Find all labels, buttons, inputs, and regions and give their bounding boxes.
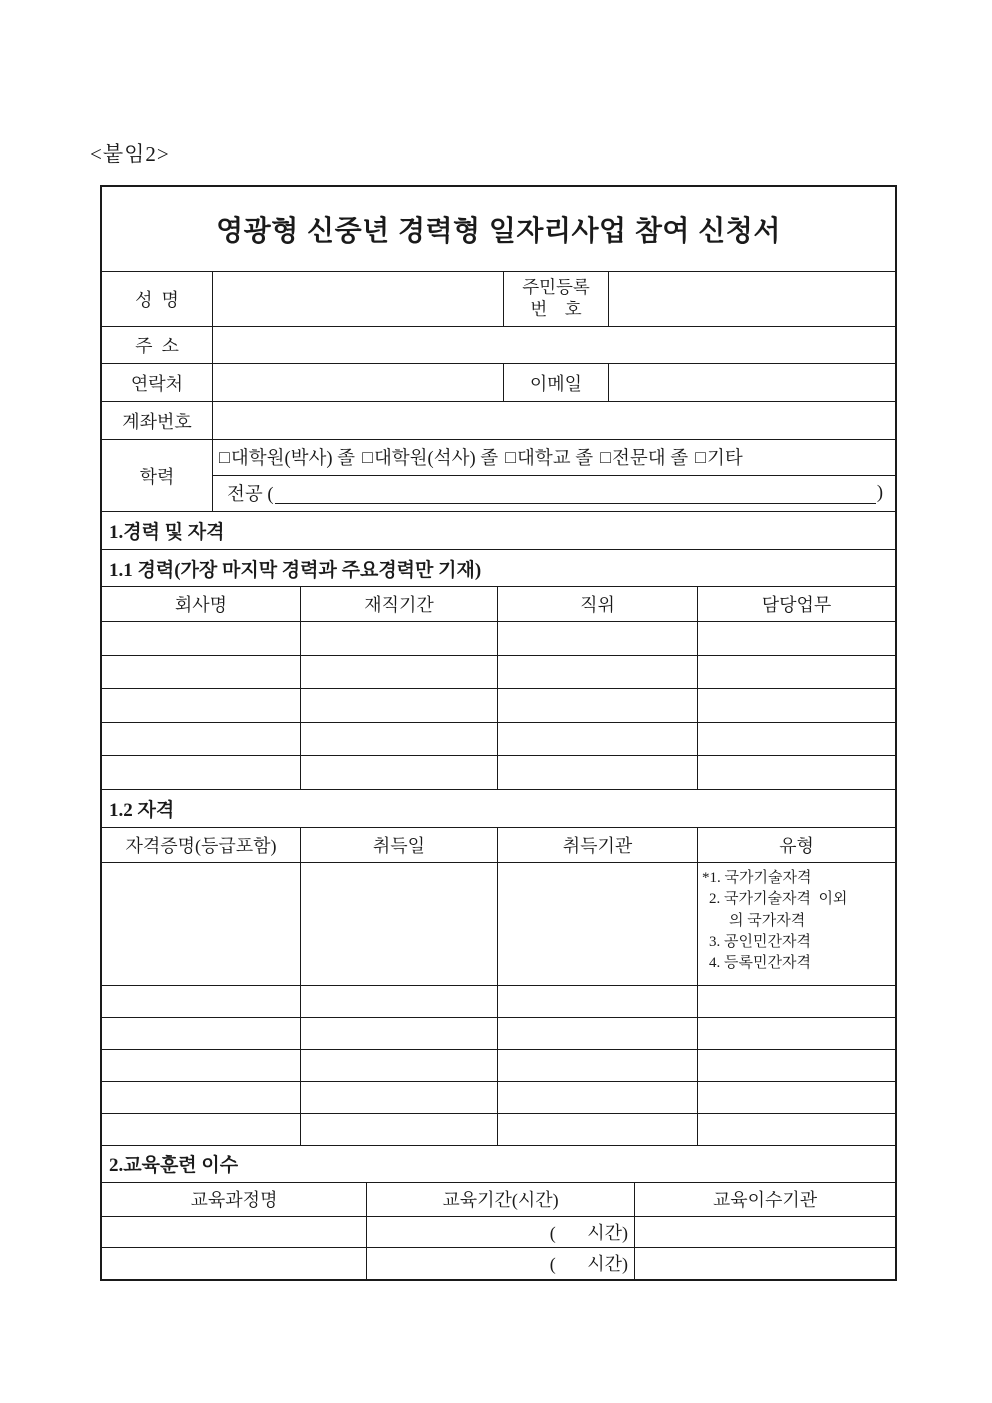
training-hours-cell: ( 시간)	[367, 1217, 635, 1247]
address-label: 주 소	[102, 327, 213, 363]
email-value-cell	[609, 364, 895, 401]
education-option-doctor	[219, 444, 355, 470]
training-table-row	[102, 1248, 895, 1279]
career-cell	[498, 622, 698, 655]
account-value-cell	[213, 402, 895, 439]
qual-cell	[301, 1114, 498, 1145]
qual-cell	[698, 1050, 895, 1081]
education-option-label: 전문대 졸	[611, 449, 689, 470]
attachment-label: <붙임2>	[90, 142, 170, 166]
contact-row	[102, 364, 895, 402]
education-option-other	[695, 444, 743, 470]
application-form-table	[100, 185, 897, 1281]
major-prefix: 전공 (	[227, 485, 274, 506]
qualification-table-row	[102, 1018, 895, 1050]
career-cell	[102, 723, 301, 756]
career-cell	[498, 656, 698, 689]
career-col-duty: 담당업무	[761, 595, 832, 615]
qual-type-note-line: 의 국가자격	[729, 912, 806, 929]
qual-col-agency: 취득기관	[498, 828, 698, 862]
qual-cell	[498, 1018, 698, 1049]
qual-cell	[102, 1082, 301, 1113]
qual-cell	[102, 1018, 301, 1049]
resident-id-value-cell	[609, 272, 895, 326]
qual-cell	[301, 863, 498, 985]
resident-id-label-line2: 번 호	[530, 299, 582, 319]
checkbox-icon: □	[695, 446, 706, 467]
qualification-table-row	[102, 1050, 895, 1082]
education-option-college	[600, 444, 688, 470]
account-row	[102, 402, 895, 440]
career-cell	[102, 622, 301, 655]
career-cell	[698, 756, 895, 789]
qual-col-date: 취득일	[301, 828, 498, 862]
qual-type-note-line: *1. 국가기술자격	[702, 869, 812, 886]
career-cell	[301, 756, 498, 789]
education-option-university	[505, 444, 593, 470]
major-fill-line	[275, 482, 876, 504]
qual-cell	[102, 863, 301, 985]
career-table-row	[102, 656, 895, 690]
qual-cell	[301, 1018, 498, 1049]
qual-type-note-line: 3. 공인민간자격	[709, 933, 811, 950]
qual-col-type: 유형	[779, 835, 814, 856]
section-qualification: 1.2 자격	[102, 790, 895, 828]
qualification-table-row	[102, 1082, 895, 1114]
education-option-label: 대학교 졸	[517, 449, 594, 470]
career-cell	[301, 689, 498, 722]
qual-cell	[498, 1050, 698, 1081]
address-value-cell	[213, 327, 895, 363]
qual-cell	[698, 1114, 895, 1145]
education-option-label: 대학원(석사) 졸	[373, 449, 499, 470]
training-agency-cell	[635, 1217, 895, 1247]
qual-col-certificate: 자격증명(등급포함)	[102, 828, 301, 862]
career-cell	[498, 723, 698, 756]
career-table-row	[102, 689, 895, 723]
training-table-row	[102, 1217, 895, 1248]
career-cell	[698, 723, 895, 756]
qual-type-note-line: 4. 등록민간자격	[709, 955, 811, 972]
career-col-period: 재직기간	[301, 587, 498, 621]
career-cell	[698, 622, 895, 655]
qualification-table-row	[102, 1114, 895, 1146]
qual-cell	[102, 986, 301, 1017]
email-label: 이메일	[504, 364, 609, 401]
qual-cell	[102, 1050, 301, 1081]
qualification-table-row-with-notes	[102, 863, 895, 986]
name-value-cell	[213, 272, 504, 326]
career-cell	[102, 656, 301, 689]
education-options-row	[213, 440, 895, 476]
section-career-qualification: 1.경력 및 자격	[102, 512, 895, 550]
training-col-course: 교육과정명	[102, 1183, 367, 1216]
resident-id-label-line1: 주민등록	[522, 277, 590, 298]
education-option-label: 대학원(박사) 졸	[230, 449, 356, 470]
education-label: 학력	[102, 440, 213, 511]
career-cell	[301, 656, 498, 689]
career-cell	[102, 689, 301, 722]
checkbox-icon: □	[505, 446, 516, 467]
major-row	[213, 476, 895, 512]
section-career: 1.1 경력(가장 마지막 경력과 주요경력만 기재)	[102, 550, 895, 587]
training-hours-cell: ( 시간)	[367, 1248, 635, 1279]
qual-cell	[698, 1018, 895, 1049]
career-col-company: 회사명	[102, 587, 301, 621]
career-cell	[102, 756, 301, 789]
name-row	[102, 272, 895, 327]
career-cell	[698, 656, 895, 689]
section-training: 2.교육훈련 이수	[102, 1146, 895, 1183]
education-row	[102, 440, 895, 512]
education-option-label: 기타	[706, 449, 743, 470]
training-table-header	[102, 1183, 895, 1217]
name-label: 성 명	[102, 272, 213, 326]
qualification-table-header	[102, 828, 895, 863]
qual-cell	[301, 1082, 498, 1113]
qual-cell	[498, 863, 698, 985]
qual-type-notes	[698, 863, 895, 985]
education-right-block	[213, 440, 895, 511]
qualification-table-row	[102, 986, 895, 1018]
career-col-position: 직위	[498, 587, 698, 621]
career-cell	[698, 689, 895, 722]
major-suffix: )	[876, 482, 883, 503]
training-col-period: 교육기간(시간)	[367, 1183, 635, 1216]
resident-id-label	[504, 272, 609, 326]
qual-cell	[698, 1082, 895, 1113]
education-option-master	[362, 444, 498, 470]
checkbox-icon: □	[219, 446, 230, 467]
checkbox-icon: □	[362, 446, 373, 467]
form-title: 영광형 신중년 경력형 일자리사업 참여 신청서	[216, 215, 781, 246]
qual-cell	[498, 1114, 698, 1145]
training-course-cell	[102, 1248, 367, 1279]
qual-cell	[498, 1082, 698, 1113]
contact-value-cell	[213, 364, 504, 401]
career-table-header	[102, 587, 895, 622]
account-label: 계좌번호	[102, 402, 213, 439]
checkbox-icon: □	[600, 446, 611, 467]
training-agency-cell	[635, 1248, 895, 1279]
address-row	[102, 327, 895, 364]
qual-cell	[301, 986, 498, 1017]
career-cell	[498, 689, 698, 722]
career-cell	[498, 756, 698, 789]
title-row	[102, 187, 895, 272]
contact-label: 연락처	[102, 364, 213, 401]
qual-cell	[301, 1050, 498, 1081]
career-cell	[301, 622, 498, 655]
career-table-row	[102, 723, 895, 757]
qual-cell	[498, 986, 698, 1017]
training-course-cell	[102, 1217, 367, 1247]
training-col-agency: 교육이수기관	[712, 1190, 818, 1211]
career-table-row	[102, 622, 895, 656]
career-table-row	[102, 756, 895, 790]
career-cell	[301, 723, 498, 756]
qual-cell	[102, 1114, 301, 1145]
qual-cell	[698, 986, 895, 1017]
qual-type-note-line: 2. 국가기술자격 이외	[709, 891, 848, 908]
